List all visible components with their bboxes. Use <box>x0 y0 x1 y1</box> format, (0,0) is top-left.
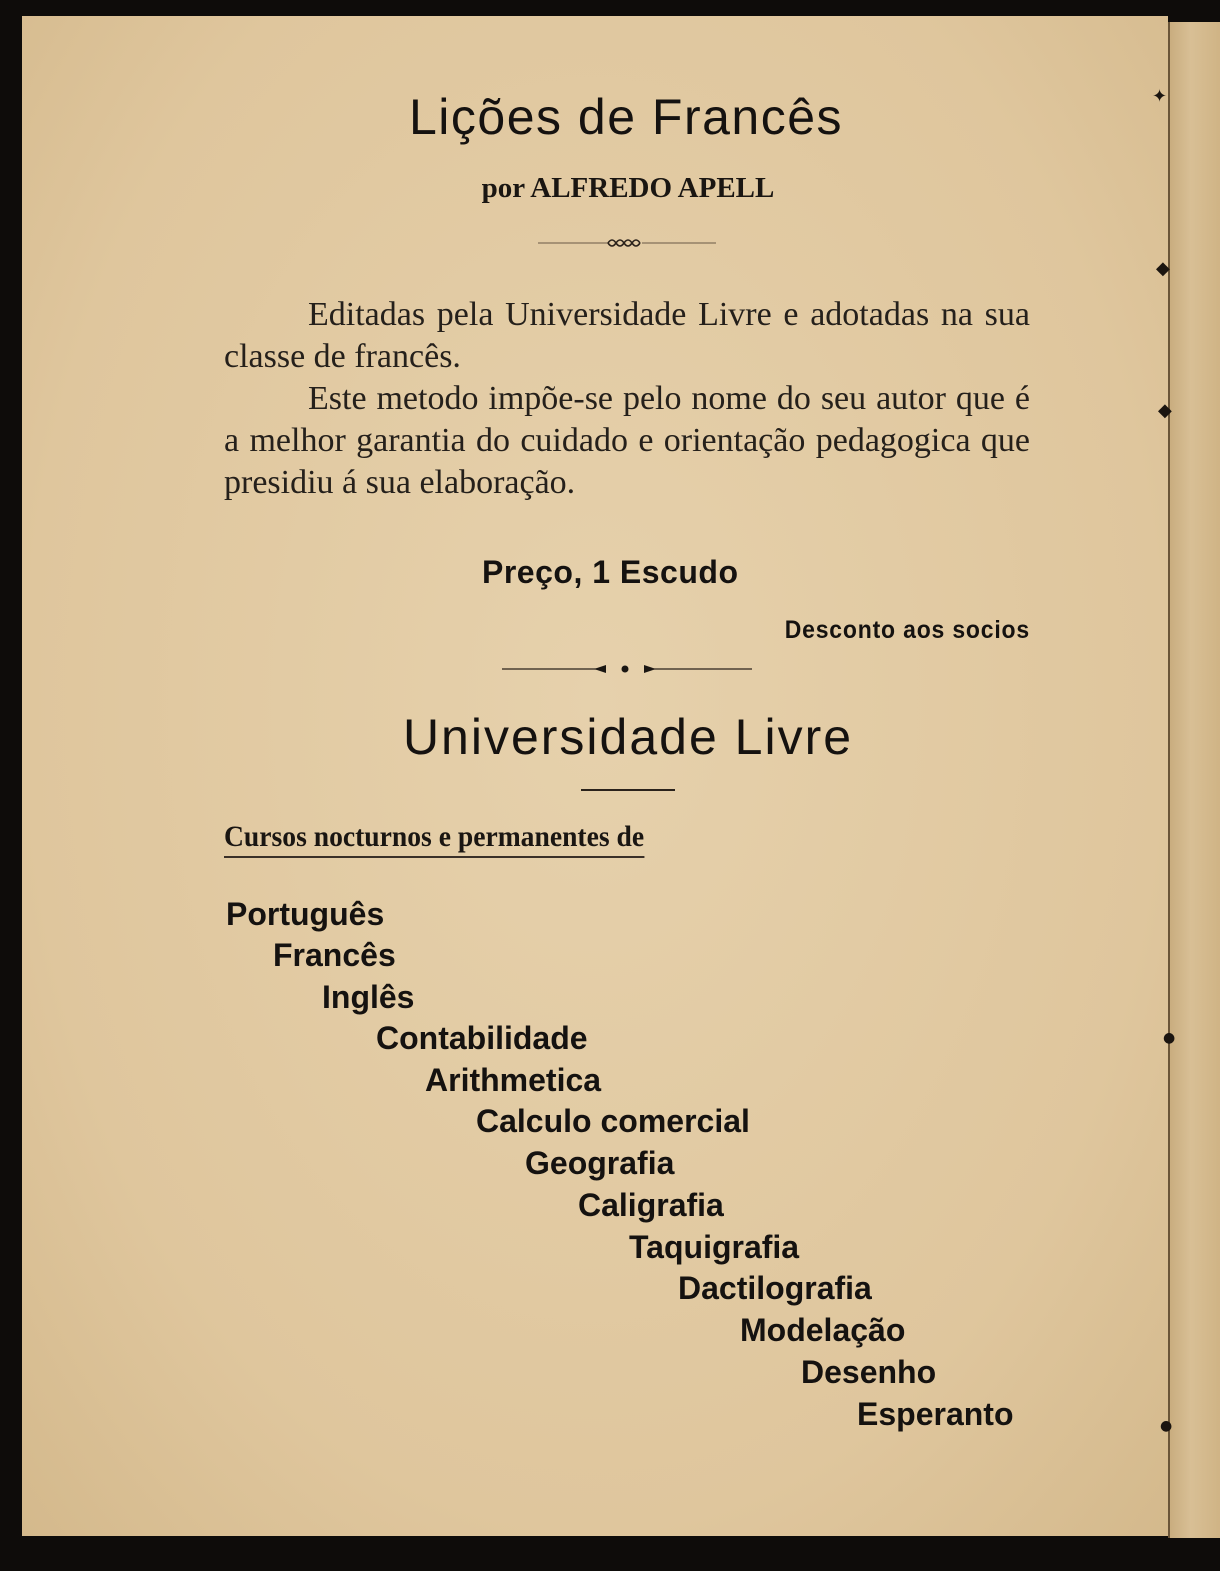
course-item: Português <box>226 896 385 932</box>
book-description-continued: Este metodo impõe-se pelo nome do seu autor que é a melhor garantia do cuidado e orientação pedagogica que presidiu á sua elaboração. <box>224 380 1030 501</box>
binding-mark: ◆ <box>1156 258 1170 279</box>
course-item: Francês <box>273 937 396 973</box>
course-item: Desenho <box>801 1354 937 1390</box>
binding-mark: ● <box>1160 1418 1173 1434</box>
title-underline <box>581 789 675 791</box>
price: Preço, 1 Escudo <box>482 554 739 590</box>
binding-mark: ✦ <box>1152 86 1168 107</box>
binding-edge <box>1168 22 1220 1538</box>
course-item: Contabilidade <box>376 1020 588 1056</box>
divider-ornament <box>538 234 716 252</box>
course-item: Dactilografia <box>678 1270 872 1306</box>
section-divider <box>502 662 752 676</box>
course-item: Modelação <box>740 1312 906 1348</box>
course-item: Calculo comercial <box>476 1103 750 1139</box>
courses-heading: Cursos nocturnos e permanentes de <box>224 820 644 858</box>
course-item: Caligrafia <box>578 1187 724 1223</box>
book-description: Editadas pela Universidade Livre e adotadas na sua classe de francês. <box>224 296 1030 375</box>
member-discount: Desconto aos socios <box>784 614 1030 644</box>
course-item: Geografia <box>525 1145 675 1181</box>
course-item: Esperanto <box>857 1396 1014 1432</box>
binding-mark: ● <box>1163 1030 1176 1046</box>
course-item: Taquigrafia <box>629 1229 800 1265</box>
course-item: Arithmetica <box>425 1062 602 1098</box>
university-title: Universidade Livre <box>402 709 854 765</box>
binding-mark: ◆ <box>1158 400 1172 421</box>
book-title: Lições de Francês <box>408 89 844 145</box>
book-author: por ALFREDO APELL <box>481 172 775 204</box>
course-item: Inglês <box>322 979 415 1015</box>
